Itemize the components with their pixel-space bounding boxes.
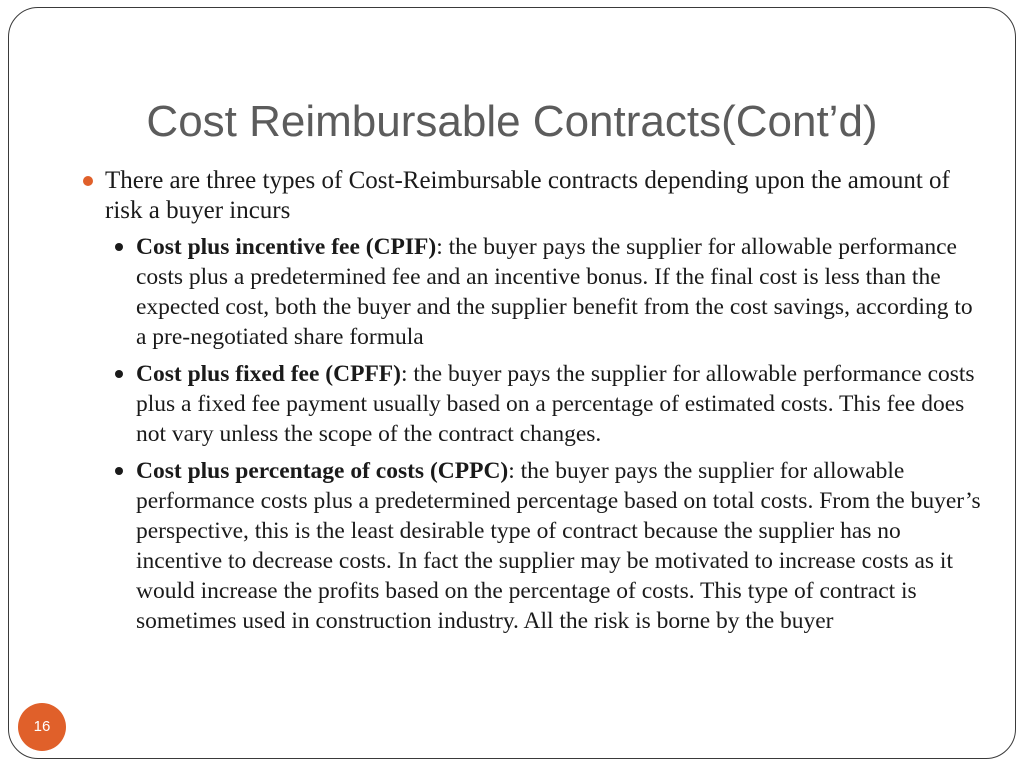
bullet-cpif bbox=[136, 232, 985, 352]
bullet-cpff-term: Cost plus fixed fee (CPFF) bbox=[136, 361, 401, 387]
bullet-intro-text: There are three types of Cost-Reimbursable contracts depending upon the amount of risk a buyer incurs bbox=[105, 167, 950, 224]
bullet-cpff bbox=[136, 359, 985, 449]
bullet-cppc-term: Cost plus percentage of costs (CPPC) bbox=[136, 458, 509, 484]
black-bullet-icon bbox=[115, 370, 123, 378]
bullet-cppc bbox=[136, 456, 985, 636]
bullet-cpif-text: : the buyer pays the supplier for allowable performance costs plus a predetermined fee and an incentive bonus. If the final cost is less than the expected cost, both the buyer and the supplier benefit from the cost savings, according to a pre-negotiated share formula bbox=[136, 234, 973, 350]
orange-bullet-icon bbox=[83, 176, 93, 186]
bullet-intro bbox=[105, 166, 985, 226]
page-number-badge: 16 bbox=[18, 703, 66, 751]
bullet-cpff-text: : the buyer pays the supplier for allowable performance costs plus a fixed fee payment usually based on a percentage of estimated costs. This fee does not vary unless the scope of the contract changes. bbox=[136, 361, 975, 447]
bullet-cppc-text: : the buyer pays the supplier for allowable performance costs plus a predetermined percentage based on total costs. From the buyer’s perspective, this is the least desirable type of contract because the supplier has no incentive to decrease costs. In fact the supplier may be motivated to increase costs as it would increase the profits based on the percentage of costs. This type of contract is sometimes used in construction industry. All the risk is borne by the buyer bbox=[136, 458, 981, 634]
black-bullet-icon bbox=[115, 467, 123, 475]
slide-title: Cost Reimbursable Contracts(Cont’d) bbox=[146, 97, 878, 146]
slide-content bbox=[105, 166, 985, 643]
bullet-cpif-term: Cost plus incentive fee (CPIF) bbox=[136, 234, 437, 260]
black-bullet-icon bbox=[115, 243, 123, 251]
